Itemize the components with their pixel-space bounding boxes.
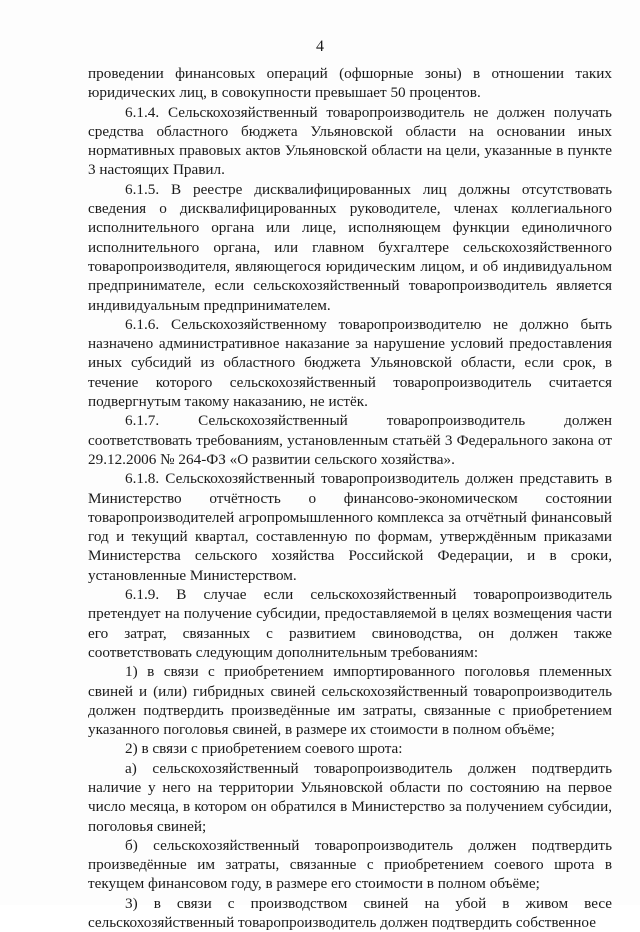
list-item-2-b: б) сельскохозяйственный товаропроизводитель должен подтвердить произведённые им затраты, связанные с приобретением соевого шрота в текущем финансовом году, в размере его стоимости в полном объёме; [88, 836, 612, 893]
list-item-2-a: а) сельскохозяйственный товаропроизводитель должен подтвердить наличие у него на территории Ульяновской области по состоянию на первое число месяца, в котором он обратился в Министерство за получением субсидии, поголовья свиней; [88, 759, 612, 835]
page-number: 4 [316, 38, 324, 55]
list-item-2: 2) в связи с приобретением соевого шрота: [125, 740, 403, 758]
paragraph-6-1-8: 6.1.8. Сельскохозяйственный товаропроизводитель должен представить в Министерство отчётность о финансово-экономическом состоянии товаропроизводителей агропромышленного комплекса за отчётный финансовый год и текущий квартал, составленную по формам, утверждённым приказами Министерства сельского хозяйства Российской Федерации, и в сроки, установленные Министерством. [88, 470, 612, 584]
document-body [88, 64, 612, 932]
paragraph-6-1-9: 6.1.9. В случае если сельскохозяйственный товаропроизводитель претендует на получение субсидии, предоставляемой в целях возмещения части его затрат, связанных с развитием свиноводства, он должен также соответствовать следующим дополнительным требованиям: [88, 586, 612, 661]
list-item-1: 1) в связи с приобретением импортированного поголовья племенных свиней и (или) гибридных свиней сельскохозяйственный товаропроизводитель должен подтвердить произведённые им затраты, связанные с приобретением указанного поголовья свиней, в размере их стоимости в полном объёме; [88, 663, 612, 739]
paragraph-6-1-7: 6.1.7. Сельскохозяйственный товаропроизводитель должен соответствовать требованиям, установленным статьёй 3 Федерального закона от 29.12.2006 № 264-ФЗ «О развитии сельского хозяйства». [88, 412, 612, 468]
paragraph-6-1-4: 6.1.4. Сельскохозяйственный товаропроизводитель не должен получать средства областного бюджета Ульяновской области на основании иных нормативных правовых актов Ульяновской области на цели, указанные в пункте 3 настоящих Правил. [88, 103, 612, 179]
paragraph-6-1-6: 6.1.6. Сельскохозяйственному товаропроизводителю не должно быть назначено административное наказание за нарушение условий предоставления иных субсидий из областного бюджета Ульяновской области, если срок, в течение которого сельскохозяйственный товаропроизводитель считается подвергнутым такому наказанию, не истёк. [88, 315, 612, 411]
paragraph-6-1-5: 6.1.5. В реестре дисквалифицированных лиц должны отсутствовать сведения о дисквалифицированных руководителе, членах коллегиального исполнительного органа или лице, исполняющем функции единоличного исполнительного органа, или главном бухгалтере сельскохозяйственного товаропроизводителя, являющегося юридическим лицом, и об индивидуальном предпринимателе, если сельскохозяйственный товаропроизводитель является индивидуальным предпринимателем. [88, 180, 612, 314]
list-item-3: 3) в связи с производством свиней на убой в живом весе сельскохозяйственный товаропроизводитель должен подтвердить собственное [88, 894, 612, 932]
paragraph-continuation: проведении финансовых операций (офшорные зоны) в отношении таких юридических лиц, в совокупности превышает 50 процентов. [88, 65, 612, 102]
